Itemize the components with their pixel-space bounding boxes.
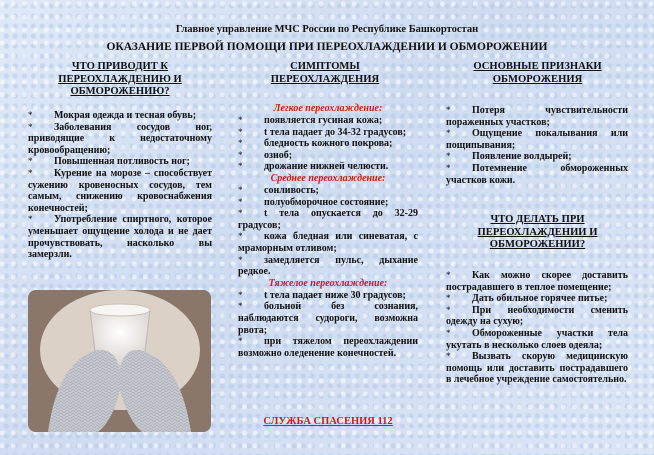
list-item [28,214,212,260]
list-item [238,161,418,173]
list-item [446,351,628,386]
actions-heading [455,214,620,252]
list-item [238,231,418,254]
bullet: * [238,208,243,219]
bullet: * [238,301,243,312]
causes-heading-line: ЧТО ПРИВОДИТ К [71,61,169,72]
list-item-text: бледность кожного покрова; [264,138,393,150]
list-item-text: замедляется пульс, дыхание редкое. [238,254,418,278]
bullet: * [238,196,243,207]
list-item-text: дрожание нижней челюсти. [264,161,389,173]
bullet: * [446,304,451,315]
list-item-text: сонливость; [264,184,319,196]
actions-heading-line: ЧТО ДЕЛАТЬ ПРИ [490,214,585,225]
list-item-text: озноб; [264,149,293,161]
bullet: * [238,126,243,137]
signs-heading-line: ОСНОВНЫЕ ПРИЗНАКИ [473,61,602,72]
list-item-text: Появление волдырей; [472,151,572,163]
list-item [238,255,418,278]
list-item [446,293,628,305]
rescue-service-number: СЛУЖБА СПАСЕНИЯ 112 [263,416,393,427]
bullet: * [238,149,243,160]
list-item-text: больной без сознания, наблюдаются судороги, возможна рвота; [238,301,418,336]
actions-heading-line: ОБМОРОЖЕНИИ? [489,239,586,250]
list-item [238,290,418,302]
mittens-cup-image [28,290,211,432]
causes-list [28,110,212,261]
bullet: * [238,138,243,149]
symptoms-heading-line: СИМПТОМЫ [290,61,360,72]
list-item-text: Курение на морозе – способствует сужению кровеносных сосудов, тем самым, снижению кровоснабжения конечностей; [28,167,212,214]
list-item-text: При необходимости сменить одежду на сухую; [446,304,628,328]
symptoms-block [238,103,418,359]
list-item [28,156,212,168]
list-item [446,105,628,128]
bullet: * [446,351,451,362]
signs-list [446,105,628,186]
list-item-text: кожа бледная или синеватая, с мраморным отливом; [238,231,418,254]
list-item-text: Повышенная потливость ног; [54,156,190,168]
bullet: * [28,167,33,178]
list-item-text: t тела опускается до 32-29 градусов; [238,208,418,231]
list-item [446,305,628,328]
list-item-text: Заболевания сосудов ног, приводящие к недостаточному кровообращению; [28,121,212,156]
light-symptoms-list [238,115,418,173]
bullet: * [446,105,451,115]
list-item [238,150,418,162]
bullet: * [238,254,243,265]
signs-heading [455,61,620,86]
list-item-text: Ощущение покалывания или пощипывания; [446,128,628,151]
page-title: ОКАЗАНИЕ ПЕРВОЙ ПОМОЩИ ПРИ ПЕРЕОХЛАЖДЕНИИ И ОБМОРОЖЕНИИ [106,41,548,53]
actions-list [446,270,628,386]
bullet: * [446,327,451,338]
bullet: * [446,151,451,162]
list-item [238,197,418,209]
list-item [238,185,418,197]
list-item [446,270,628,293]
causes-heading [40,61,200,99]
bullet: * [238,115,243,125]
list-item-text: Потемнение обмороженных участков кожи. [446,162,628,186]
signs-heading-line: ОБМОРОЖЕНИЯ [492,73,583,85]
bullet: * [238,336,243,347]
bullet: * [446,270,451,280]
list-item-text: Употребление спиртного, которое уменьшает ощущение холода и не дает прочувствовать, насколько вы замерзли. [28,214,212,261]
list-item [238,138,418,150]
bullet: * [446,162,451,173]
bullet: * [238,184,243,195]
bullet: * [238,161,243,172]
bullet: * [446,293,451,304]
list-item [446,163,628,186]
list-item-text: Мокрая одежда и тесная обувь; [54,110,197,121]
symptoms-heading [245,61,405,86]
symptoms-heading-line: ПЕРЕОХЛАЖДЕНИЯ [270,73,380,85]
list-item [28,122,212,157]
list-item-text: t тела падает до 34-32 градусов; [264,126,407,138]
heavy-symptoms-list [238,290,418,360]
heavy-hypothermia-label: Тяжелое переохлаждение: [268,277,388,289]
actions-heading-line: ПЕРЕОХЛАЖДЕНИИ И [477,226,598,238]
list-item-text: появляется гусиная кожа; [264,115,383,126]
list-item [446,128,628,151]
list-item [238,115,418,127]
list-item [238,127,418,139]
bullet: * [238,231,243,242]
list-item [28,110,212,122]
list-item-text: Как можно скорее доставить пострадавшего в теплое помещение; [446,270,628,293]
list-item-text: полуобморочное состояние; [264,196,389,208]
list-item-text: Обмороженные участки тела укутать в несколько слоев одеяла; [446,327,628,351]
list-item [446,328,628,351]
bullet: * [28,121,33,132]
light-hypothermia-label: Легкое переохлаждение: [273,103,383,114]
causes-heading-line: ПЕРЕОХЛАЖДЕНИЮ И [58,73,182,85]
mittens-cup-illustration [28,290,211,432]
list-item [446,151,628,163]
list-item-text: t тела падает ниже 30 градусов; [264,289,406,301]
list-item-text: Дать обильное горячее питье; [472,293,608,305]
bullet: * [446,128,451,139]
bullet: * [28,214,33,225]
list-item [238,301,418,336]
list-item [238,336,418,359]
list-item [28,168,212,214]
bullet: * [28,156,33,167]
list-item [238,208,418,231]
causes-heading-line: ОБМОРОЖЕНИЮ? [70,86,170,97]
list-item-text: Вызвать скорую медицинскую помощь или доставить пострадавшего в лечебное учреждение самостоятельно. [446,351,628,386]
list-item-text: Потеря чувствительности пораженных участков; [446,105,628,128]
org-title: Главное управление МЧС России по Республике Башкортостан [175,24,479,35]
medium-symptoms-list [238,185,418,278]
bullet: * [28,110,33,120]
medium-hypothermia-label: Среднее переохлаждение: [270,172,386,184]
bullet: * [238,289,243,300]
list-item-text: при тяжелом переохлаждении возможно оледенение конечностей. [238,336,418,359]
